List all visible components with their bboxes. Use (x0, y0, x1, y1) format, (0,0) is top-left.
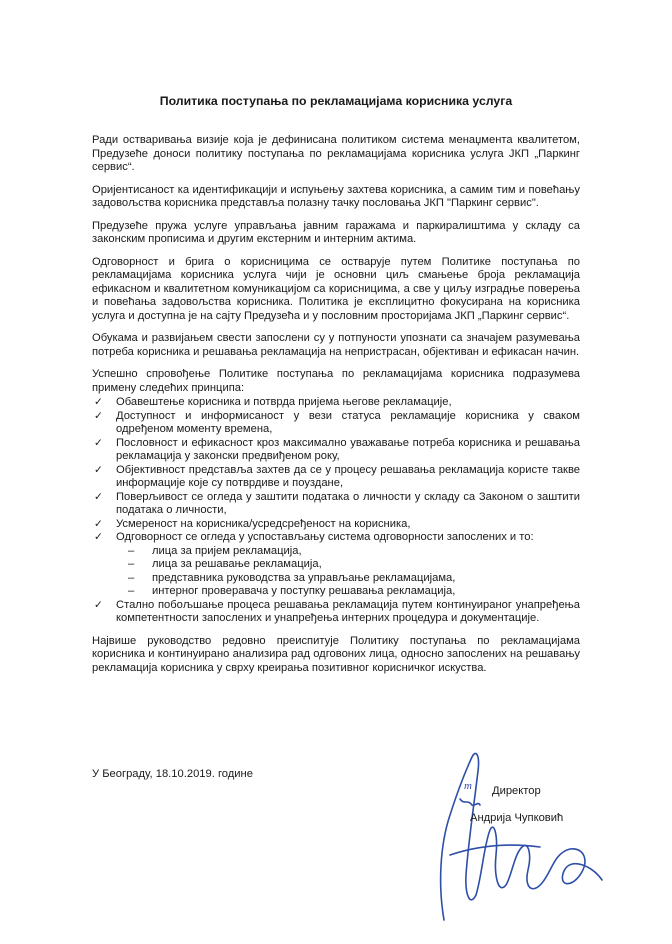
checkmark-icon: ✓ (94, 463, 103, 476)
sub-item-text: лица за решавање рекламација, (152, 558, 322, 570)
signature-icon (420, 735, 610, 925)
sub-item (128, 558, 580, 572)
dash-icon: – (128, 585, 135, 597)
principle-text: Усмереност на корисника/усредсређеност на корисника, (116, 517, 411, 530)
principle-text: Обавештење корисника и потврда пријема његове рекламације, (116, 396, 452, 408)
paragraph-5: Обукама и развијањем свести запослени су у потпуности упознати са значајем разумевања потреба корисника и решавања рекламација на непристрасан, објективан и ефикасан начин. (92, 332, 580, 358)
principle-text: Доступност и информисаност у вези статуса рекламације корисника у сваком одређеном моменту времена, (116, 409, 580, 435)
principle-item (92, 396, 580, 410)
date-line: У Београду, 18.10.2019. године (92, 768, 253, 780)
dash-icon: – (128, 558, 135, 570)
principles-list (92, 396, 580, 626)
sub-item (128, 572, 580, 586)
principle-item (92, 437, 580, 464)
checkmark-icon: ✓ (94, 409, 103, 422)
sub-item-text: лица за пријем рекламација, (152, 544, 302, 557)
director-label: Директор (492, 785, 541, 797)
paragraph-6: Успешно спровођење Политике поступања по рекламацијама корисника подразумева примену следећих принципа: (92, 368, 580, 394)
principle-item (92, 410, 580, 437)
director-name: Андрија Чупковић (470, 812, 564, 824)
paragraph-1: Ради остваривања визије која је дефинисана политиком система менаџмента квалитетом, Предузеће доноси политику поступања по рекламацијама корисника услуга ЈКП „Паркинг сервис“. (92, 134, 580, 173)
signature-mark: m (464, 780, 472, 792)
principle-text: Поверљивост се огледа у заштити података о личности у складу са Законом о заштити података о личности, (116, 490, 580, 516)
closing-paragraph: Највише руководство редовно преиспитује Политику поступања по рекламацијама корисника и континуирано анализира рад одговоних лица, односно запослених на решавању рекламација корисника у сврху креирања позитивног корисничког искуства. (92, 634, 580, 674)
checkmark-icon: ✓ (94, 490, 103, 503)
paragraph-3: Предузеће пружа услуге управљања јавним гаражама и паркиралиштима у складу са законским прописима и другим екстерним и интерним актима. (92, 219, 580, 245)
checkmark-icon: ✓ (94, 436, 103, 449)
checkmark-icon: ✓ (94, 517, 103, 530)
sub-item (128, 585, 580, 599)
checkmark-icon: ✓ (94, 396, 103, 408)
dash-icon: – (128, 571, 135, 584)
principle-text: Пословност и ефикасност кроз максимално уважавање потреба корисника и решавања рекламација у законски предвиђеном року, (116, 436, 580, 462)
document-title: Политика поступања по рекламацијама корисника услуга (159, 94, 513, 108)
sub-item-text: интерног проверавача у поступку решавања рекламација, (152, 585, 456, 597)
principle-text: Објективност представља захтев да се у процесу решавања рекламација користе такве информације које су потврдиве и поуздане, (116, 463, 580, 489)
sub-item (128, 545, 580, 559)
principle-item (92, 531, 580, 599)
paragraph-4: Одговорност и брига о корисницима се остварује путем Политике поступања по рекламацијама корисника услуга чији је основни циљ смањење броја рекламација ефикасном и квалитетном комуникацијом са корисницима, а све у циљу изградње поверења и повећања задовољства корисника. Политика је експлицитно фокусирана на корисника услуга и доступна је на сајту Предузећа и у пословним просторијама ЈКП „Паркинг сервис“. (92, 255, 580, 322)
paragraph-2: Оријентисаност ка идентификацији и испуњењу захтева корисника, а самим тим и повећању задовољства корисника представља полазну тачку пословања ЈКП "Паркинг сервис". (92, 183, 580, 209)
principle-text: Стално побољшање процеса решавања рекламација путем континуираног унапређења компетентности запослених и унапређења интерних процедура и документације. (116, 598, 580, 624)
document-body (92, 134, 580, 684)
dash-icon: – (128, 544, 135, 557)
responsibility-sublist (116, 545, 580, 599)
principle-item (92, 491, 580, 518)
principle-item (92, 599, 580, 626)
principle-text: Одговорност се огледа у успостављању система одговорности запослених и то: (116, 531, 534, 543)
principle-item (92, 518, 580, 532)
checkmark-icon: ✓ (94, 598, 103, 611)
sub-item-text: представника руководства за управљање рекламацијама, (152, 571, 456, 584)
checkmark-icon: ✓ (94, 531, 103, 543)
principle-item (92, 464, 580, 491)
signature-strokes (441, 753, 602, 920)
